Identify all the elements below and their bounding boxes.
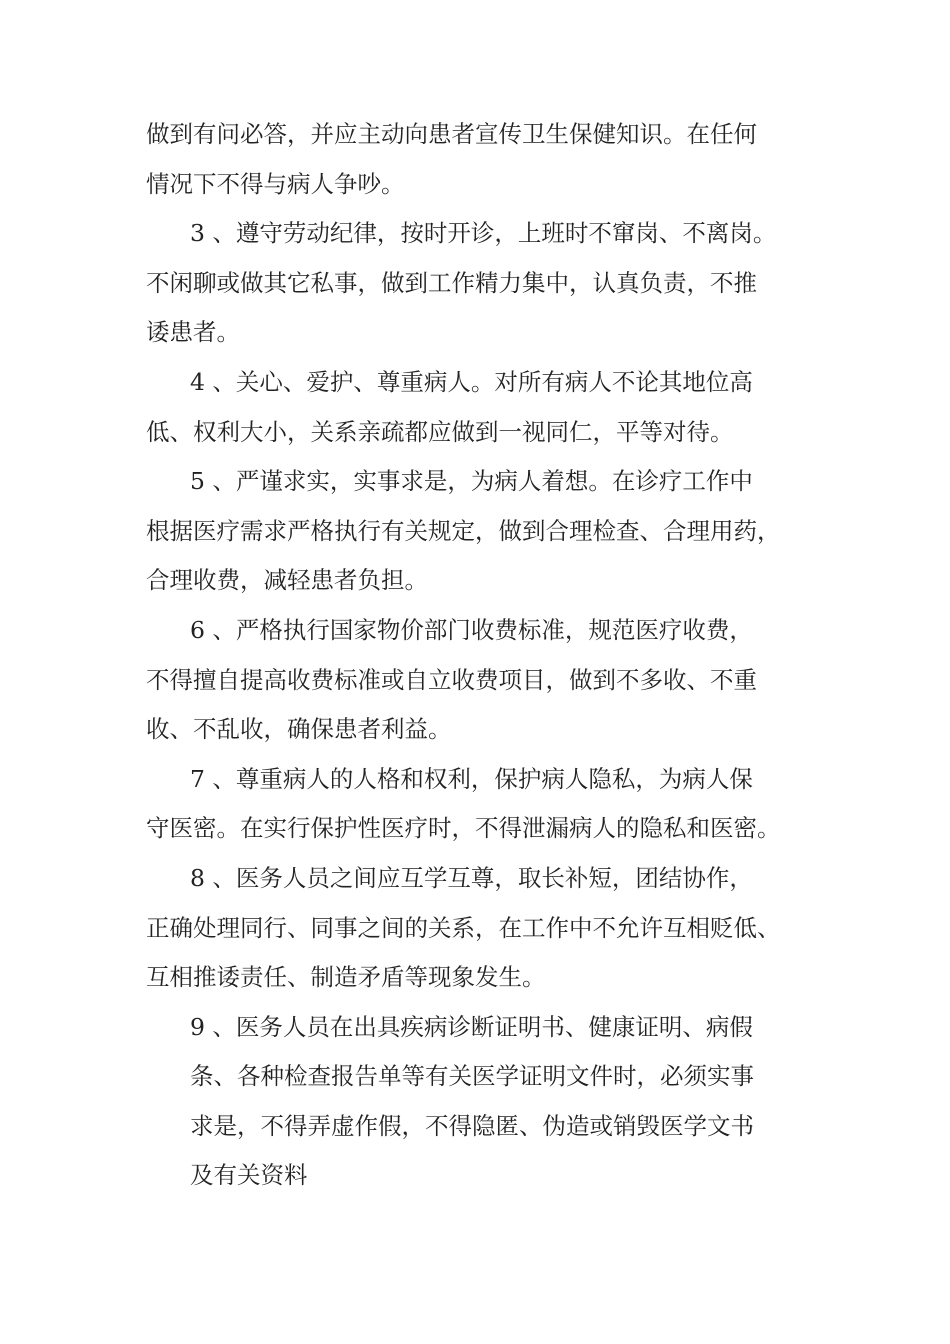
text-line: 合理收费，减轻患者负担。: [146, 566, 428, 595]
text-line: 低、权利大小，关系亲疏都应做到一视同仁，平等对待。: [146, 417, 734, 446]
list-item-4-line-1: 4 、关心、爱护、尊重病人。对所有病人不论其地位高: [190, 367, 753, 396]
list-item-8-line-1: 8 、医务人员之间应互学互尊，取长补短，团结协作，: [190, 863, 753, 892]
text-line: 互相推诿责任、制造矛盾等现象发生。: [146, 963, 546, 992]
text-line: 守医密。在实行保护性医疗时，不得泄漏病人的隐私和医密。: [146, 814, 781, 843]
text-line: 及有关资料: [190, 1161, 308, 1190]
text-line: 根据医疗需求严格执行有关规定，做到合理检查、合理用药，: [146, 516, 781, 545]
text-line: 条、各种检查报告单等有关医学证明文件时，必须实事: [190, 1062, 754, 1091]
text-line: 情况下不得与病人争吵。: [146, 169, 405, 198]
text-line: 不得擅自提高收费标准或自立收费项目，做到不多收、不重: [146, 665, 757, 694]
text-line: 求是，不得弄虚作假，不得隐匿、伪造或销毁医学文书: [190, 1111, 754, 1140]
text-line: 不闲聊或做其它私事，做到工作精力集中，认真负责，不推: [146, 268, 757, 297]
text-line: 做到有问必答，并应主动向患者宣传卫生保健知识。在任何: [146, 120, 757, 148]
list-item-7-line-1: 7 、尊重病人的人格和权利，保护病人隐私，为病人保: [190, 764, 753, 793]
document-body: [146, 110, 810, 1201]
list-item-9-line-1: 9 、医务人员在出具疾病诊断证明书、健康证明、病假: [190, 1012, 753, 1041]
list-item-5-line-1: 5 、严谨求实，实事求是，为病人着想。在诊疗工作中: [190, 467, 753, 496]
list-item-6-line-1: 6 、严格执行国家物价部门收费标准，规范医疗收费，: [190, 615, 753, 644]
text-line: 诿患者。: [146, 318, 240, 347]
text-line: 收、不乱收，确保患者利益。: [146, 715, 452, 744]
list-item-3-line-1: 3 、遵守劳动纪律，按时开诊，上班时不窜岗、不离岗。: [190, 219, 777, 248]
text-line: 正确处理同行、同事之间的关系，在工作中不允许互相贬低、: [146, 913, 781, 942]
